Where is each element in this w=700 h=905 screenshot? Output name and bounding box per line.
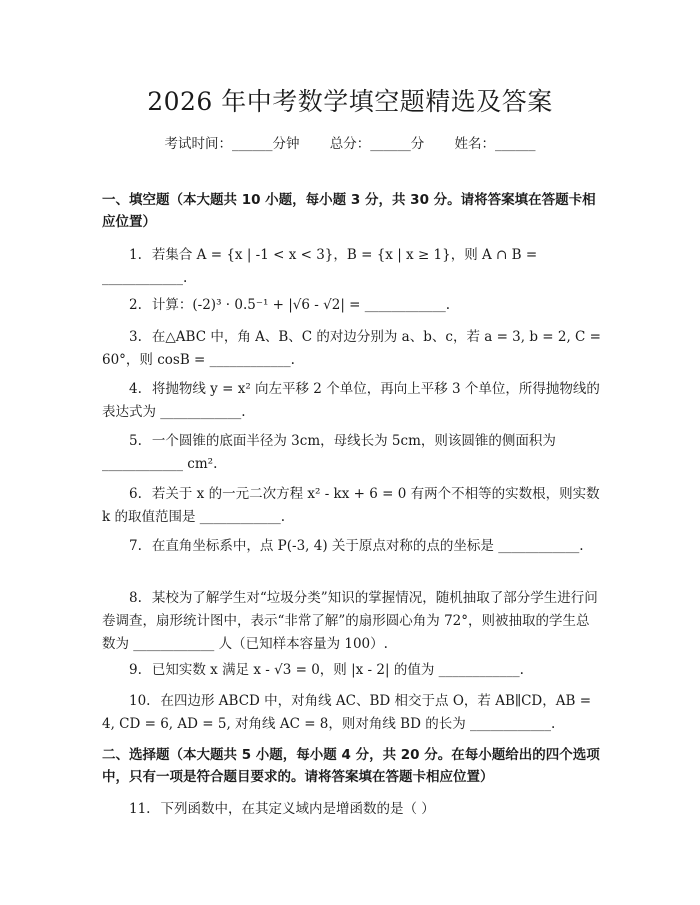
question-number: 3. xyxy=(129,329,142,345)
exam-meta xyxy=(0,132,700,152)
question-number: 4. xyxy=(129,381,142,397)
question-item xyxy=(102,294,602,317)
question-item xyxy=(102,690,602,736)
question-number: 9. xyxy=(129,662,142,678)
section-heading-fill-blank: 一、填空题（本大题共 10 小题，每小题 3 分，共 30 分。请将答案填在答题卡相应位置） xyxy=(102,192,596,230)
question-text: 将抛物线 y = x² 向左平移 2 个单位，再向上平移 3 个单位，所得抛物线的表达式为 ____________. xyxy=(102,381,600,420)
question-text: 若集合 A = {x | -1 < x < 3}，B = {x | x ≥ 1}，则 A ∩ B = ____________. xyxy=(102,247,538,286)
question-item xyxy=(102,378,602,424)
question-text: 某校为了解学生对“垃圾分类”知识的掌握情况，随机抽取了部分学生进行问卷调查，扇形统计图中，表示“非常了解”的扇形圆心角为 72°，则被抽取的学生总数为 ____________ 人（已知样本容量为 100）. xyxy=(102,590,598,652)
question-text: 在直角坐标系中，点 P(-3, 4) 关于原点对称的点的坐标是 ____________. xyxy=(151,538,584,554)
question-text: 已知实数 x 满足 x - √3 = 0，则 |x - 2| 的值为 ____________. xyxy=(151,662,524,678)
section-heading-multiple-choice: 二、选择题（本大题共 5 小题，每小题 4 分，共 20 分。在每小题给出的四个选项中，只有一项是符合题目要求的。请将答案填在答题卡相应位置） xyxy=(102,747,600,785)
question-number: 5. xyxy=(129,433,142,449)
question-number: 2. xyxy=(129,297,142,313)
question-text: 在四边形 ABCD 中，对角线 AC、BD 相交于点 O，若 AB∥CD，AB = 4, CD = 6, AD = 5, 对角线 AC = 8，则对角线 BD 的长为 ____________. xyxy=(102,693,592,732)
question-item xyxy=(102,430,602,476)
question-item xyxy=(102,798,602,821)
question-item xyxy=(102,244,602,290)
student-name-field: 姓名：______ xyxy=(454,136,536,152)
question-number: 7. xyxy=(129,538,142,554)
question-text: 一个圆锥的底面半径为 3cm，母线长为 5cm，则该圆锥的侧面积为 ____________ cm². xyxy=(102,433,556,472)
question-number: 8. xyxy=(129,590,142,606)
question-item xyxy=(102,659,602,682)
question-text: 在△ABC 中，角 A、B、C 的对边分别为 a、b、c，若 a = 3, b = 2, C = 60°，则 cosB = ____________. xyxy=(102,329,601,368)
question-number: 10. xyxy=(129,693,151,709)
question-item xyxy=(102,326,602,372)
exam-time-field: 考试时间：______分钟 xyxy=(164,136,300,152)
question-item xyxy=(102,483,602,529)
question-item xyxy=(102,535,602,558)
total-score-field: 总分：______分 xyxy=(329,136,425,152)
page-title: 2026 年中考数学填空题精选及答案 xyxy=(147,87,553,116)
question-number: 1. xyxy=(129,247,142,263)
question-item xyxy=(102,587,602,656)
question-text: 若关于 x 的一元二次方程 x² - kx + 6 = 0 有两个不相等的实数根，则实数 k 的取值范围是 ____________. xyxy=(102,486,600,525)
question-text: 计算：(-2)³ · 0.5⁻¹ + |√6 - √2| = ____________. xyxy=(151,297,451,313)
question-number: 6. xyxy=(129,486,142,502)
question-number: 11. xyxy=(129,801,151,817)
question-text: 下列函数中，在其定义域内是增函数的是（ ） xyxy=(160,801,435,817)
